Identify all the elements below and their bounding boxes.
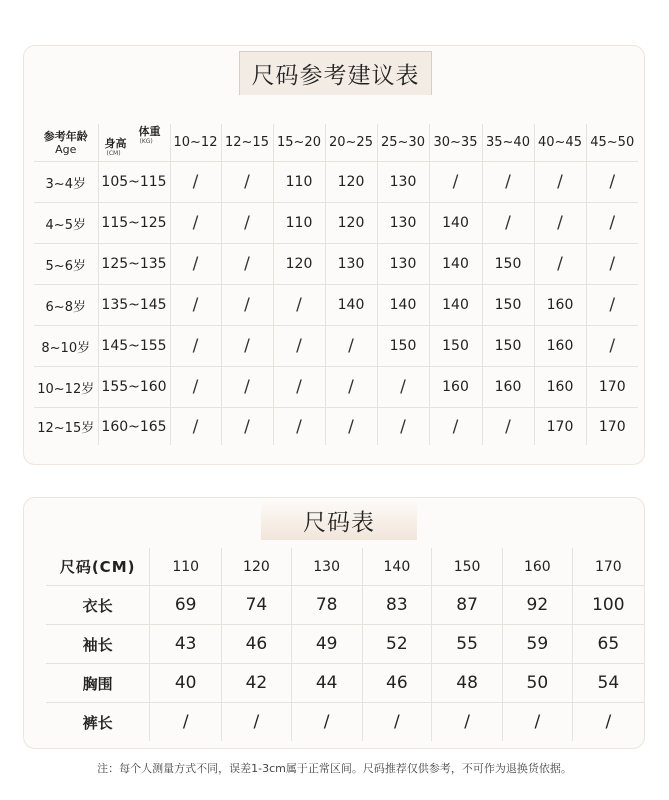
size-cell: / [534,162,586,203]
size-cell: / [482,408,534,446]
size-cell: / [586,162,638,203]
size-cell: 170 [598,418,626,435]
age-header-label-en: Age [55,142,77,156]
size-cell: / [377,408,429,446]
size-cell: / [325,326,377,367]
table-row [34,285,638,326]
measurement-label: 衣长 [46,586,150,625]
table-row [34,244,638,285]
size-chart-table [46,548,644,741]
size-header-cell: 110 [150,548,222,586]
measurement-value: 46 [222,625,292,664]
size-cell: / [429,408,482,446]
size-cell: 140 [429,244,482,285]
size-suggestion-body [34,162,638,446]
size-cell: / [170,162,221,203]
height-cell: 135~145 [98,285,170,326]
size-cell: / [325,408,377,446]
size-cell: / [273,285,325,326]
size-cell: / [586,244,638,285]
size-cell: / [377,367,429,408]
size-cell: 170 [586,367,638,408]
measurement-label: 裤长 [46,703,150,742]
size-cell: / [534,203,586,244]
height-cell: 155~160 [98,367,170,408]
height-cell: 105~115 [98,162,170,203]
age-header [34,124,98,162]
size-cell: 130 [377,203,429,244]
size-cell: 130 [377,244,429,285]
size-cell: / [429,162,482,203]
size-cell: / [273,367,325,408]
measurement-row [46,703,644,742]
size-cell: 110 [273,203,325,244]
measurement-value: / [222,703,292,742]
measurement-value: 59 [502,625,572,664]
size-cell: 150 [482,244,534,285]
weight-range-header: 20~25 [325,124,377,162]
age-cell: 4~5岁 [34,203,98,244]
size-suggestion-title: 尺码参考建议表 [239,51,432,95]
size-cell: 130 [377,162,429,203]
size-cell: / [586,285,638,326]
size-chart-title: 尺码表 [261,500,417,540]
size-cell: / [221,326,273,367]
age-cell: 12~15岁 [34,408,98,446]
height-cell: 115~125 [98,203,170,244]
measurement-row [46,586,644,625]
size-cell: / [221,367,273,408]
table-row [34,162,638,203]
size-cell: 140 [429,203,482,244]
size-cell: 140 [429,285,482,326]
size-cell: 150 [429,326,482,367]
size-cell: / [170,326,221,367]
size-chart-body [46,548,644,741]
age-cell: 10~12岁 [34,367,98,408]
measurement-value: / [362,703,432,742]
table-row [34,203,638,244]
size-suggestion-panel [23,45,645,465]
size-cell: / [221,244,273,285]
size-cell: / [325,367,377,408]
size-cell: 160 [429,367,482,408]
size-cell: 170 [534,408,586,446]
measurement-label: 袖长 [46,625,150,664]
height-cell: 125~135 [98,244,170,285]
size-cell: 140 [325,285,377,326]
measurement-value: 40 [150,664,222,703]
weight-range-header: 10~12 [170,124,221,162]
measurement-value: 83 [362,586,432,625]
size-header-cell: 160 [502,548,572,586]
size-cell: 110 [273,162,325,203]
weight-range-header: 35~40 [482,124,534,162]
size-suggestion-table [34,124,638,445]
height-cell: 160~165 [98,408,170,446]
size-header-cell: 120 [222,548,292,586]
size-cell: 160 [534,367,586,408]
size-cell: 140 [377,285,429,326]
height-header-unit: (CM) [106,150,121,157]
weight-range-header: 30~35 [429,124,482,162]
size-cell: / [221,203,273,244]
measurement-label: 胸围 [46,664,150,703]
size-cell: / [170,285,221,326]
measurement-value: 100 [572,586,644,625]
measurement-value: 42 [222,664,292,703]
measurement-value: 52 [362,625,432,664]
size-cell: / [221,408,273,446]
size-cell: 160 [534,285,586,326]
weight-range-header: 15~20 [273,124,325,162]
measurement-row [46,664,644,703]
age-cell: 3~4岁 [34,162,98,203]
measurement-row [46,625,644,664]
size-cell: / [482,162,534,203]
size-cell: / [170,408,221,446]
size-cell: / [273,326,325,367]
measurement-value: / [605,712,612,732]
height-header-label: 身高 [104,137,127,150]
measurement-value: 44 [291,664,362,703]
size-cell: / [170,244,221,285]
measurement-value: 65 [572,625,644,664]
table-header-row [34,124,638,162]
measurement-value: 48 [432,664,503,703]
size-header-label: 尺码(CM) [46,548,150,586]
table-row [34,326,638,367]
size-cell: 120 [325,162,377,203]
disclaimer-note: 注：每个人测量方式不同，误差1-3cm属于正常区间。尺码推荐仅供参考，不可作为退换货依据。 [97,762,572,775]
weight-range-header: 12~15 [221,124,273,162]
size-cell: 150 [482,326,534,367]
size-cell: / [586,203,638,244]
age-header-label: 参考年龄 [43,129,88,143]
size-cell: 130 [325,244,377,285]
size-cell: / [221,285,273,326]
measurement-value: 54 [572,664,644,703]
height-weight-header [98,124,170,162]
size-header-cell: 170 [572,548,644,586]
weight-range-header: 25~30 [377,124,429,162]
measurement-value: / [291,703,362,742]
measurement-value: 55 [432,625,503,664]
measurement-value: 92 [502,586,572,625]
table-row [34,408,638,446]
size-header-cell: 140 [362,548,432,586]
measurement-value: / [502,703,572,742]
size-header-cell: 130 [291,548,362,586]
measurement-value: / [150,703,222,742]
size-cell: 160 [482,367,534,408]
weight-header-label: 体重 [138,125,161,138]
size-cell: / [170,203,221,244]
weight-range-header: 45~50 [586,124,638,162]
size-cell: 120 [273,244,325,285]
size-cell: 150 [377,326,429,367]
size-header-cell: 150 [432,548,503,586]
age-cell: 6~8岁 [34,285,98,326]
weight-header-unit: (KG) [139,138,153,145]
size-chart-panel [23,497,645,749]
size-cell: / [221,162,273,203]
weight-range-header: 40~45 [534,124,586,162]
measurement-value: 49 [291,625,362,664]
measurement-value: / [432,703,503,742]
size-cell: 120 [325,203,377,244]
age-cell: 5~6岁 [34,244,98,285]
table-row [34,367,638,408]
measurement-value: 78 [291,586,362,625]
size-cell: / [482,203,534,244]
measurement-value: 46 [362,664,432,703]
measurement-value: 69 [150,586,222,625]
size-cell: / [170,367,221,408]
size-cell: 150 [482,285,534,326]
measurement-value: 87 [432,586,503,625]
measurement-value: 74 [222,586,292,625]
age-cell: 8~10岁 [34,326,98,367]
measurement-value: 43 [150,625,222,664]
size-header-row [46,548,644,586]
height-cell: 145~155 [98,326,170,367]
measurement-value: 50 [502,664,572,703]
size-cell: / [273,408,325,446]
size-cell: 160 [534,326,586,367]
size-cell: / [586,326,638,367]
size-cell: / [534,244,586,285]
